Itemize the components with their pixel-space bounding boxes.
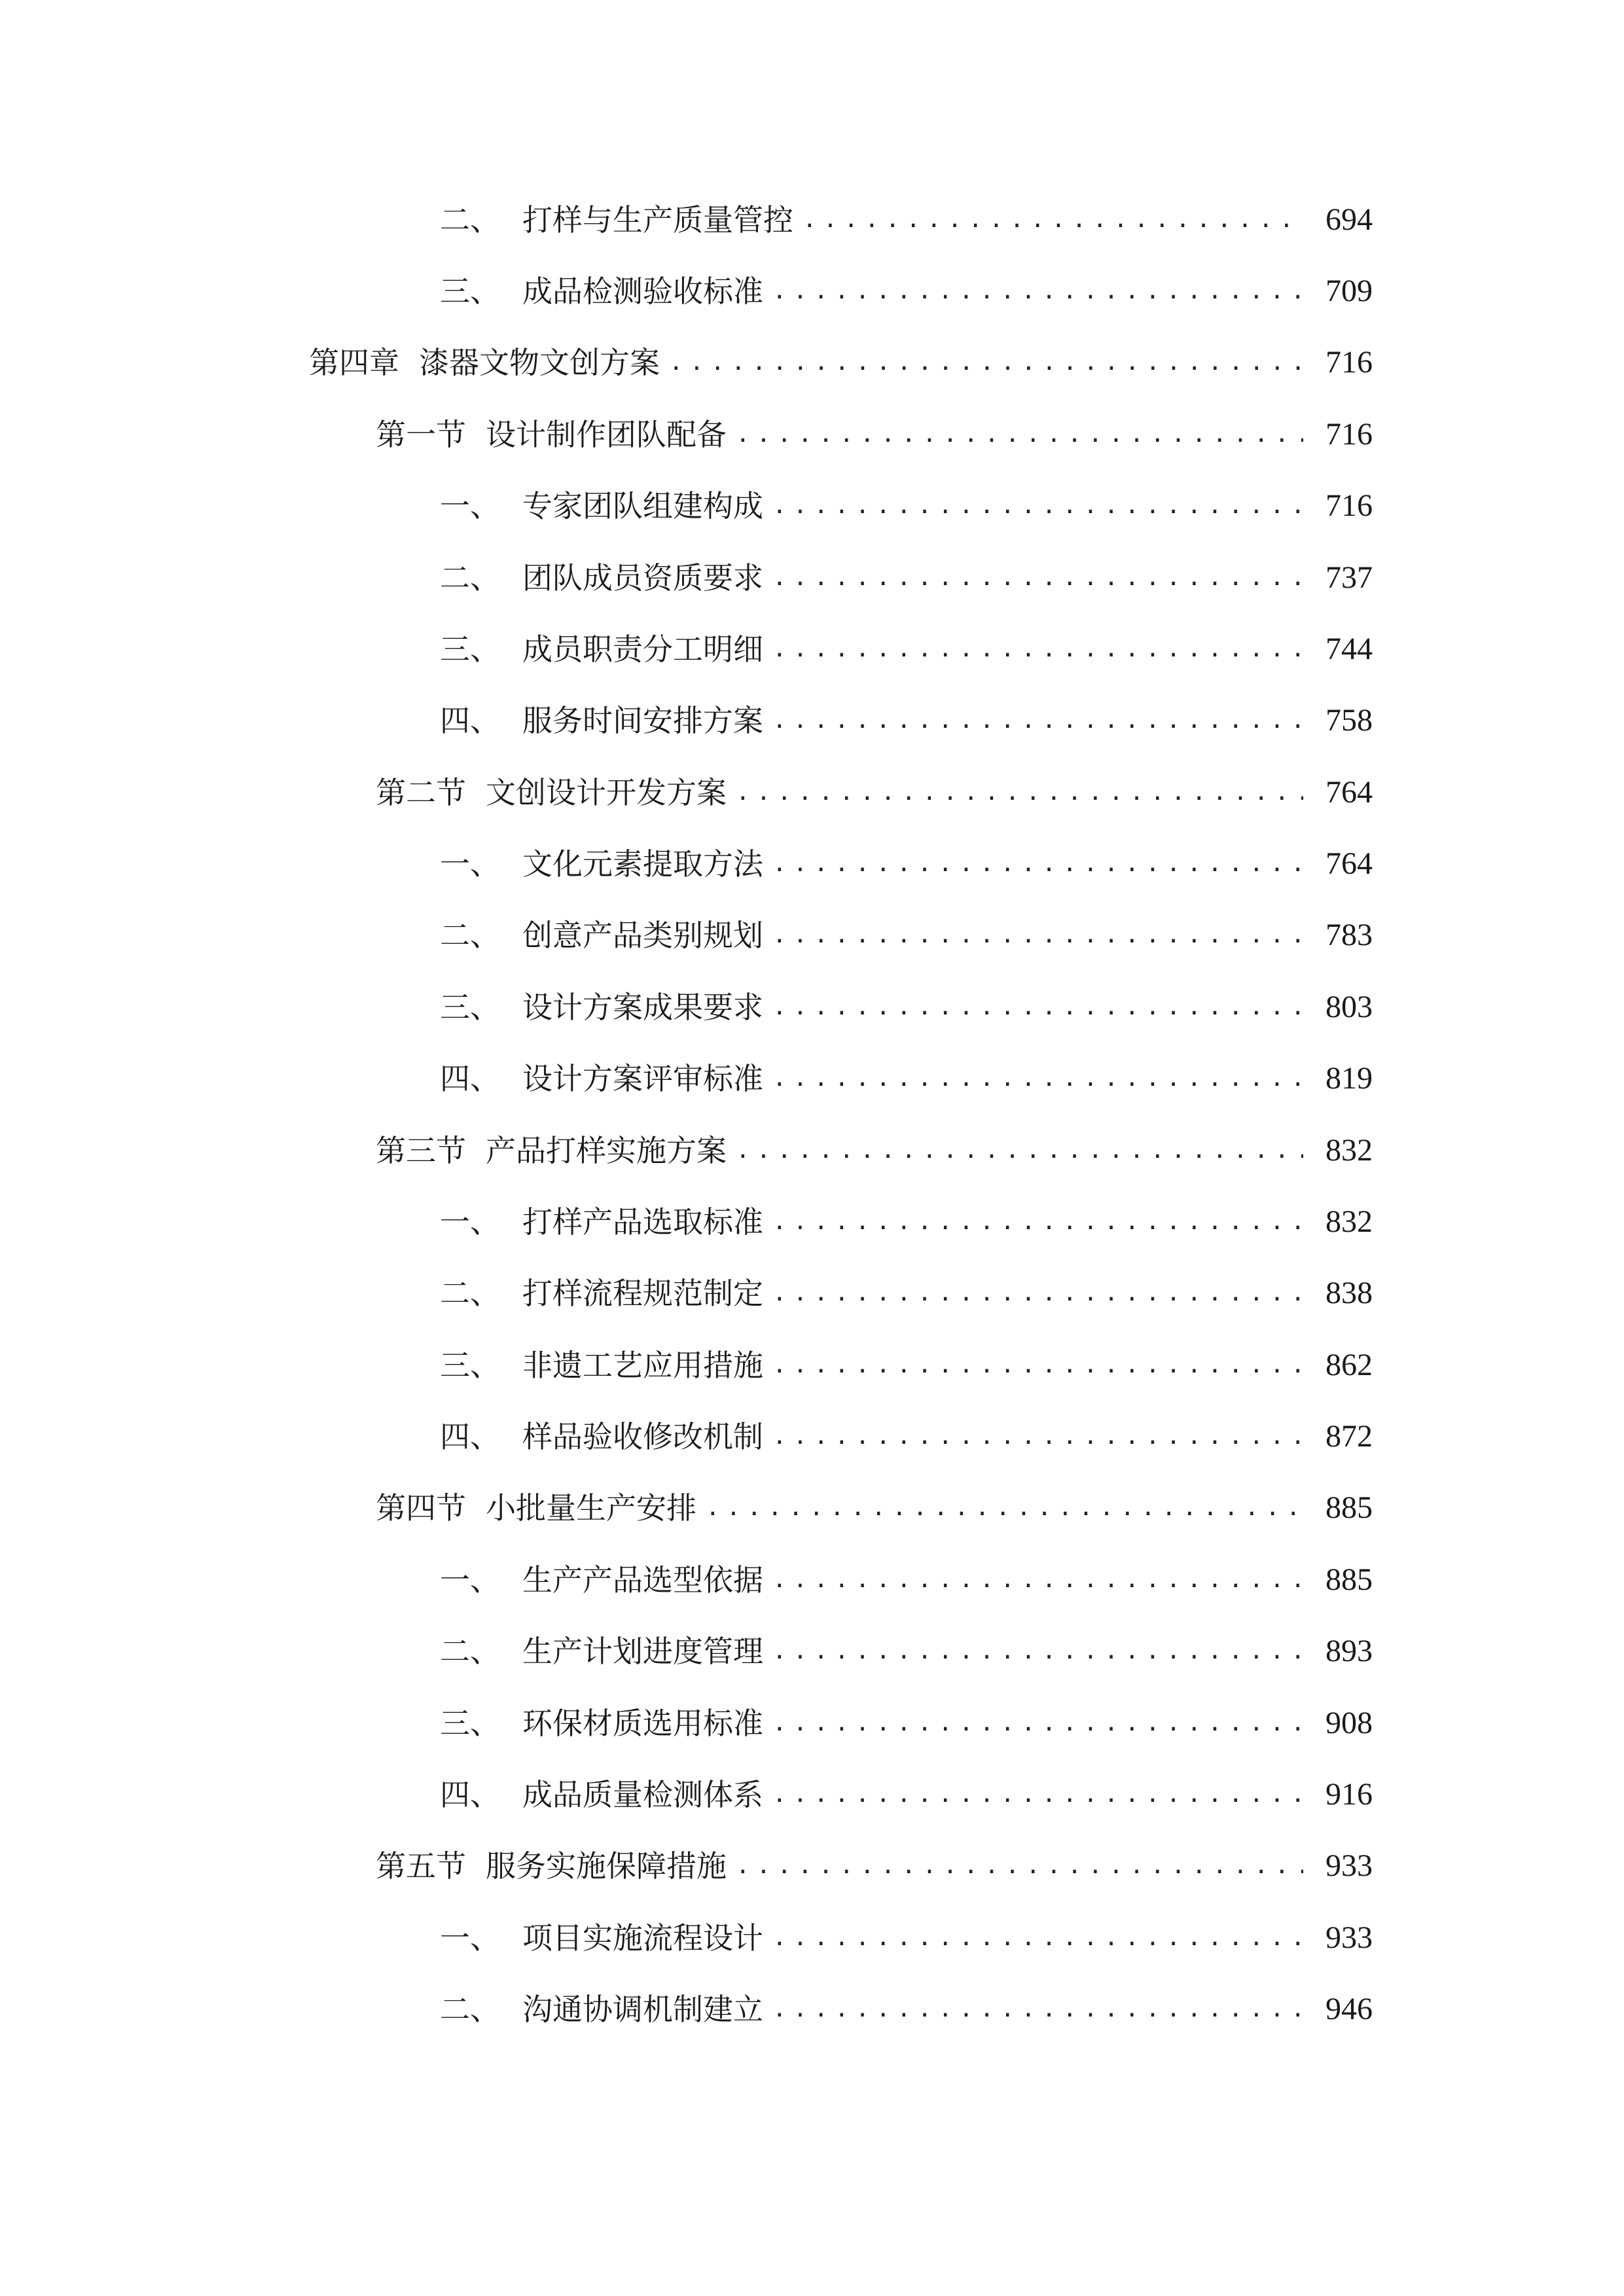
toc-entry[interactable] xyxy=(376,1121,1373,1180)
toc-entry-number: 第三节 xyxy=(376,1133,466,1168)
toc-entry[interactable] xyxy=(309,333,1373,392)
dot-leader xyxy=(772,978,1303,1037)
toc-entry-page: 832 xyxy=(1326,1204,1373,1239)
toc-entry-page: 872 xyxy=(1326,1419,1373,1454)
toc-entry[interactable] xyxy=(440,906,1373,965)
dot-leader xyxy=(772,1694,1303,1753)
dot-leader xyxy=(772,1765,1303,1824)
dot-leader xyxy=(772,620,1303,679)
toc-entry-title: 产品打样实施方案 xyxy=(486,1133,727,1168)
toc-entry-page: 838 xyxy=(1326,1276,1373,1310)
toc-entry-page: 764 xyxy=(1326,846,1373,881)
toc-entry[interactable] xyxy=(440,190,1373,249)
toc-entry-title: 生产产品选型依据 xyxy=(522,1562,763,1598)
toc-entry-title: 生产计划进度管理 xyxy=(522,1634,763,1669)
dot-leader xyxy=(772,1909,1303,1967)
toc-entry-title: 文创设计开发方案 xyxy=(486,775,727,810)
toc-entry[interactable] xyxy=(440,548,1373,607)
toc-entry-page: 764 xyxy=(1326,775,1373,810)
dot-leader xyxy=(669,333,1303,392)
toc-entry-number: 四、 xyxy=(440,1419,500,1454)
toc-entry-number: 二、 xyxy=(440,560,500,596)
toc-entry-number: 一、 xyxy=(440,846,500,882)
toc-entry-number: 一、 xyxy=(440,488,500,524)
dot-leader xyxy=(772,1336,1303,1395)
toc-entry-number: 第四节 xyxy=(376,1490,466,1526)
toc-entry-number: 二、 xyxy=(440,202,500,238)
toc-entry-number: 三、 xyxy=(440,1706,500,1741)
dot-leader xyxy=(772,1622,1303,1681)
toc-entry[interactable] xyxy=(376,1837,1373,1895)
dot-leader xyxy=(772,834,1303,893)
dot-leader xyxy=(772,1407,1303,1466)
toc-entry[interactable] xyxy=(440,834,1373,893)
toc-entry-title: 样品验收修改机制 xyxy=(522,1419,763,1454)
dot-leader xyxy=(772,1193,1303,1251)
toc-entry-page: 862 xyxy=(1326,1348,1373,1382)
toc-entry-title: 打样与生产质量管控 xyxy=(522,202,793,238)
dot-leader xyxy=(772,906,1303,965)
toc-entry-page: 709 xyxy=(1326,274,1373,308)
toc-entry-page: 908 xyxy=(1326,1706,1373,1740)
toc-entry[interactable] xyxy=(440,1765,1373,1824)
toc-entry-title: 沟通协调机制建立 xyxy=(522,1992,763,2027)
toc-entry[interactable] xyxy=(440,262,1373,321)
toc-entry-number: 四、 xyxy=(440,1777,500,1812)
toc-entry[interactable] xyxy=(440,978,1373,1037)
toc-entry[interactable] xyxy=(440,1694,1373,1753)
toc-entry[interactable] xyxy=(440,1336,1373,1395)
toc-entry-number: 一、 xyxy=(440,1204,500,1240)
toc-entry-page: 716 xyxy=(1326,488,1373,523)
toc-entry-title: 小批量生产安排 xyxy=(486,1490,696,1526)
toc-entry-number: 四、 xyxy=(440,1061,500,1096)
toc-entry[interactable] xyxy=(440,620,1373,679)
dot-leader xyxy=(772,1264,1303,1323)
toc-entry-title: 成品检测验收标准 xyxy=(522,274,763,309)
toc-entry-page: 716 xyxy=(1326,417,1373,452)
dot-leader xyxy=(736,1837,1303,1895)
toc-entry[interactable] xyxy=(440,1407,1373,1466)
toc-entry-number: 三、 xyxy=(440,274,500,309)
toc-entry-number: 第五节 xyxy=(376,1848,466,1884)
toc-entry-page: 819 xyxy=(1326,1061,1373,1096)
toc-entry-title: 设计制作团队配备 xyxy=(486,417,727,452)
toc-entry-page: 744 xyxy=(1326,632,1373,666)
toc-entry[interactable] xyxy=(440,691,1373,750)
dot-leader xyxy=(736,405,1303,464)
toc-entry-number: 二、 xyxy=(440,1992,500,2027)
toc-entry-number: 一、 xyxy=(440,1920,500,1956)
toc-entry-title: 打样流程规范制定 xyxy=(522,1276,763,1311)
toc-entry-number: 一、 xyxy=(440,1562,500,1598)
toc-entry[interactable] xyxy=(440,476,1373,535)
toc-entry-title: 环保材质选用标准 xyxy=(522,1706,763,1741)
toc-entry-page: 803 xyxy=(1326,990,1373,1024)
toc-entry-title: 非遗工艺应用措施 xyxy=(522,1348,763,1383)
toc-entry-title: 成品质量检测体系 xyxy=(522,1777,763,1812)
toc-entry-page: 716 xyxy=(1326,345,1373,380)
toc-entry[interactable] xyxy=(376,405,1373,464)
toc-entry-page: 933 xyxy=(1326,1848,1373,1883)
toc-entry-page: 946 xyxy=(1326,1992,1373,2026)
dot-leader xyxy=(772,1980,1303,2039)
toc-entry-page: 737 xyxy=(1326,560,1373,595)
toc-entry[interactable] xyxy=(440,1551,1373,1609)
dot-leader xyxy=(772,548,1303,607)
dot-leader xyxy=(772,476,1303,535)
toc-entry-page: 694 xyxy=(1326,202,1373,237)
toc-entry-number: 二、 xyxy=(440,1276,500,1311)
dot-leader xyxy=(772,1049,1303,1108)
toc-entry-title: 设计方案成果要求 xyxy=(522,990,763,1025)
toc-entry[interactable] xyxy=(440,1264,1373,1323)
toc-entry-title: 文化元素提取方法 xyxy=(522,846,763,882)
toc-entry-number: 三、 xyxy=(440,990,500,1025)
toc-entry-title: 漆器文物文创方案 xyxy=(419,345,660,380)
dot-leader xyxy=(772,262,1303,321)
dot-leader xyxy=(736,1121,1303,1180)
toc-entry-page: 783 xyxy=(1326,918,1373,952)
toc-entry-number: 第四章 xyxy=(309,345,399,380)
toc-entry[interactable] xyxy=(376,763,1373,822)
dot-leader xyxy=(772,1551,1303,1609)
toc-entry-title: 团队成员资质要求 xyxy=(522,560,763,596)
toc-entry-title: 创意产品类别规划 xyxy=(522,918,763,953)
toc-entry-number: 三、 xyxy=(440,632,500,667)
toc-entry[interactable] xyxy=(440,1980,1373,2039)
toc-entry-page: 885 xyxy=(1326,1562,1373,1597)
toc-entry-title: 项目实施流程设计 xyxy=(522,1920,763,1956)
toc-entry-page: 832 xyxy=(1326,1133,1373,1168)
toc-entry-page: 885 xyxy=(1326,1490,1373,1525)
toc-entry-number: 二、 xyxy=(440,1634,500,1669)
toc-entry[interactable] xyxy=(376,1479,1373,1537)
toc-entry-page: 758 xyxy=(1326,703,1373,738)
toc-entry-title: 专家团队组建构成 xyxy=(522,488,763,524)
toc-entry-number: 二、 xyxy=(440,918,500,953)
dot-leader xyxy=(706,1479,1303,1537)
toc-entry-page: 916 xyxy=(1326,1777,1373,1812)
toc-entry-number: 四、 xyxy=(440,703,500,738)
toc-entry[interactable] xyxy=(440,1622,1373,1681)
dot-leader xyxy=(803,190,1303,249)
toc-entry-title: 服务实施保障措施 xyxy=(486,1848,727,1884)
dot-leader xyxy=(772,691,1303,750)
toc-entry-page: 933 xyxy=(1326,1920,1373,1955)
toc-entry-title: 成员职责分工明细 xyxy=(522,632,763,667)
toc-entry-number: 第二节 xyxy=(376,775,466,810)
toc-entry[interactable] xyxy=(440,1909,1373,1967)
toc-entry-title: 设计方案评审标准 xyxy=(522,1061,763,1096)
dot-leader xyxy=(736,763,1303,822)
toc-entry-title: 打样产品选取标准 xyxy=(522,1204,763,1240)
toc-entry[interactable] xyxy=(440,1193,1373,1251)
toc-entry[interactable] xyxy=(440,1049,1373,1108)
toc-entry-title: 服务时间安排方案 xyxy=(522,703,763,738)
toc-entry-page: 893 xyxy=(1326,1634,1373,1668)
toc-entry-number: 三、 xyxy=(440,1348,500,1383)
toc-entry-number: 第一节 xyxy=(376,417,466,452)
